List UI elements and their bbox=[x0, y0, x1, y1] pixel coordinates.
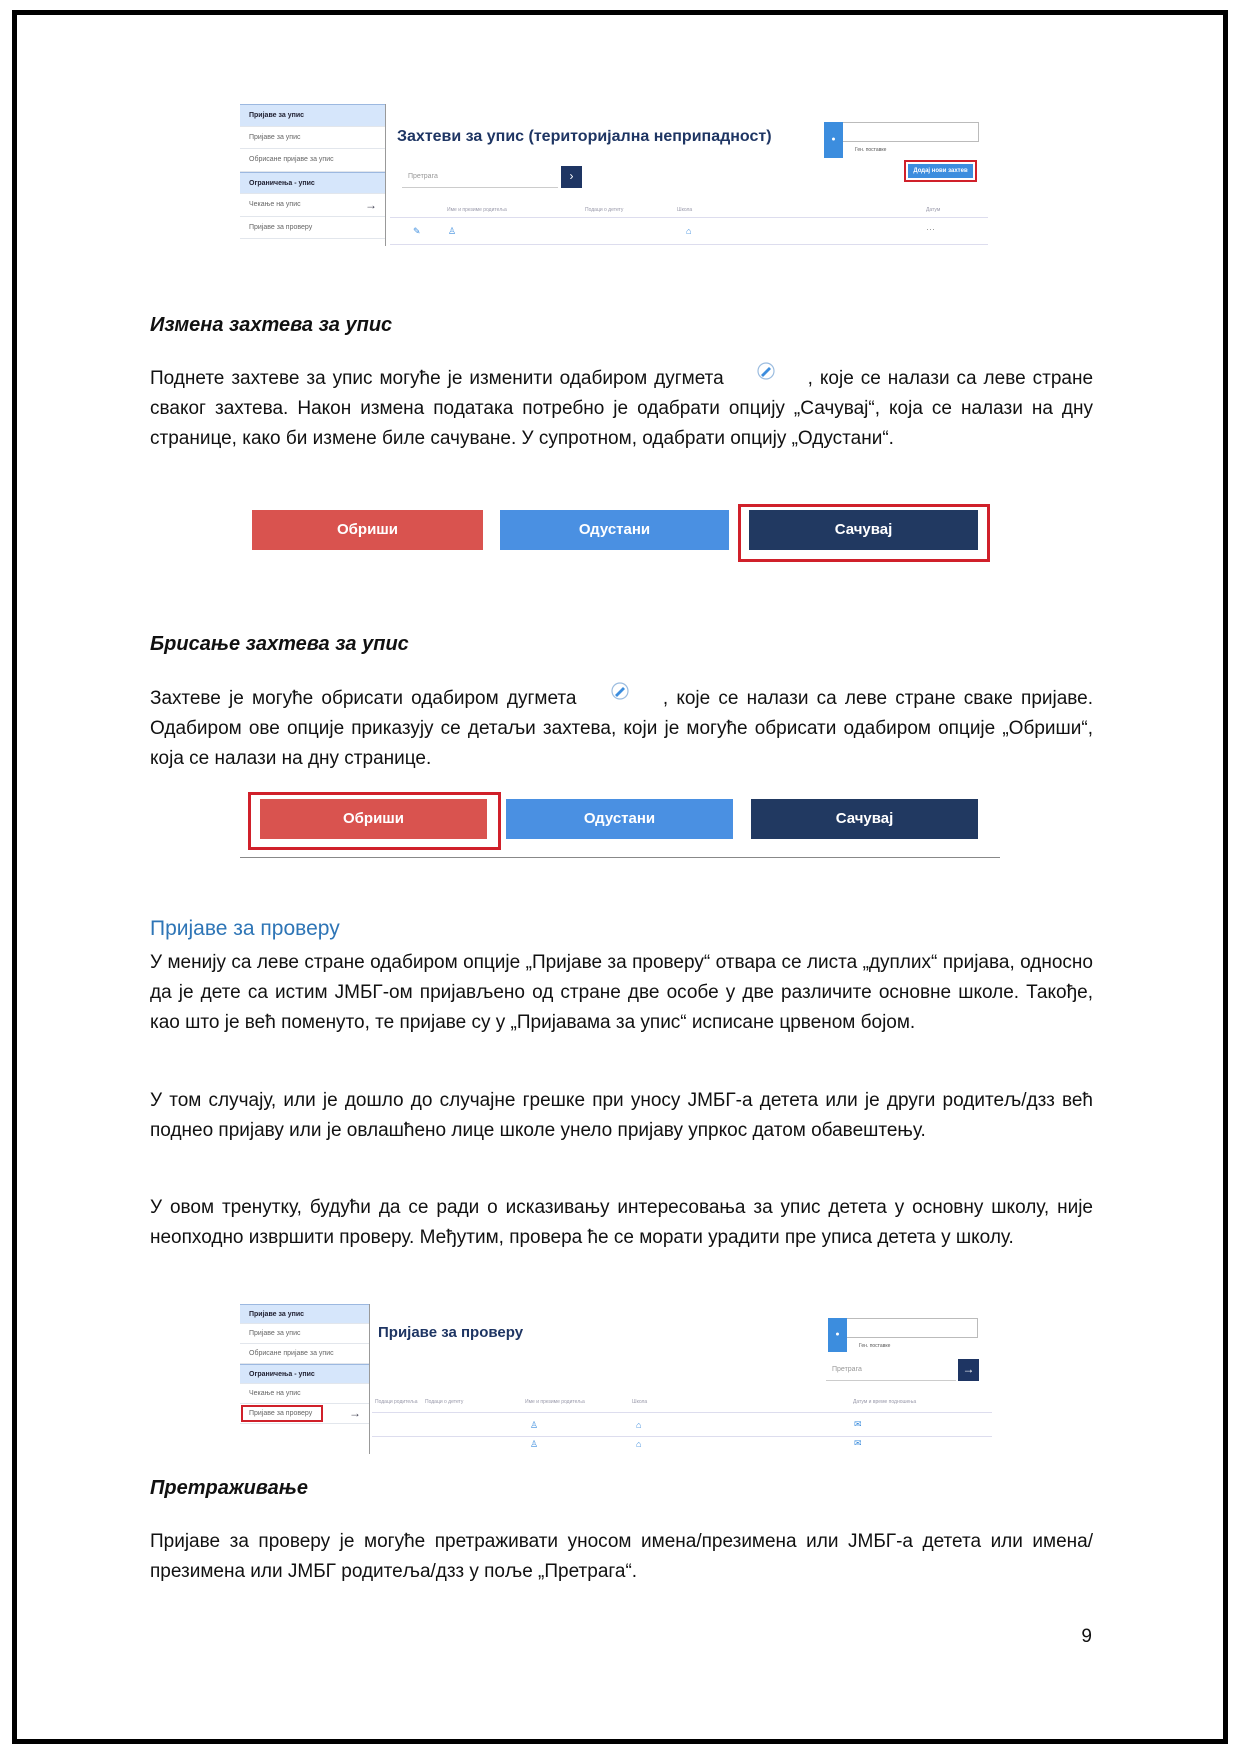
paragraph-check-1: У менију са леве стране одабиром опције „Пријаве за проверу“ отвара се листа „дуплих“ пријава, односно да је дете са истим ЈМБГ-ом пријављено од стране две особе у две различите основне школе. Такође, као што је већ поменуто, те пријаве су у „Пријавама за упис“ исписане црвеном бојом. bbox=[150, 952, 1093, 1033]
column-header: Датум и време подношења bbox=[853, 1399, 917, 1405]
highlight-box bbox=[738, 504, 990, 562]
sidebar-item-enrollment[interactable]: Пријаве за упис bbox=[240, 1324, 369, 1344]
school-icon: ⌂ bbox=[636, 1439, 642, 1449]
section-title-check: Пријаве за проверу bbox=[150, 917, 340, 940]
sidebar-menu bbox=[240, 1304, 370, 1454]
sidebar-item-label: Пријаве за проверу bbox=[249, 1410, 313, 1417]
column-header: Име и презиме родитеља bbox=[525, 1399, 585, 1405]
paragraph-text: , које се налази са леве стране сваке пријаве. Одабиром ове опције приказују се детаљи захтева, који је могуће обрисати одабиром опције „Обриши“, која се налази на дну странице. bbox=[150, 688, 1094, 769]
page-number: 9 bbox=[1081, 1626, 1092, 1647]
highlight-box bbox=[248, 792, 501, 850]
sidebar-item-deleted[interactable]: Обрисане пријаве за упис bbox=[240, 1344, 369, 1364]
pencil-icon bbox=[585, 681, 655, 705]
logout-link[interactable]: Ген. поставке bbox=[855, 147, 887, 153]
section-heading-search: Претраживање bbox=[150, 1477, 308, 1499]
add-request-button[interactable]: Додај нови захтев bbox=[908, 164, 973, 178]
screenshot-check-list bbox=[240, 1304, 1000, 1454]
paragraph-edit bbox=[150, 364, 1093, 454]
user-icon: ● bbox=[824, 122, 843, 158]
paragraph-check-3: У овом тренутку, будући да се ради о исказивању интересовања за упис детета у основну школу, није неопходно извршити проверу. Међутим, провера ће се морати урадити пре уписа детета у школу. bbox=[150, 1197, 1093, 1248]
paragraph-text: , које се налази са леве стране сваког захтева. Након измена података потребно је одабрати опцију „Сачувај“, која се налази на дну странице, како би измене биле сачуване. У супротном, одабрати опцију „Одустани“. bbox=[150, 368, 1094, 449]
sidebar-item-restrictions-head[interactable]: Ограничења - упис bbox=[240, 172, 385, 195]
user-icon: ♙ bbox=[530, 1420, 539, 1430]
user-box[interactable] bbox=[824, 122, 979, 153]
user-icon: ● bbox=[828, 1318, 847, 1352]
paragraph-text: Захтеве је могуће обрисати одабиром дугмета bbox=[150, 688, 577, 709]
sidebar-item-waiting[interactable] bbox=[240, 194, 385, 217]
user-box[interactable] bbox=[828, 1318, 978, 1349]
search-input[interactable]: Претрага bbox=[826, 1359, 956, 1381]
paragraph-text: Поднете захтеве за упис могуће је изменити одабиром дугмета bbox=[150, 368, 724, 389]
section-heading-delete: Брисање захтева за упис bbox=[150, 633, 409, 655]
table-divider bbox=[390, 217, 988, 218]
section-heading-edit: Измена захтева за упис bbox=[150, 314, 393, 336]
sidebar-item-label: Чекање на упис bbox=[249, 201, 301, 208]
search-button[interactable] bbox=[561, 166, 582, 188]
pencil-icon bbox=[731, 361, 801, 385]
column-header: Подаци о детету bbox=[425, 1399, 464, 1405]
table-divider bbox=[372, 1412, 992, 1413]
divider-line bbox=[240, 857, 1000, 858]
search-input[interactable]: Претрага bbox=[402, 166, 558, 188]
table-divider bbox=[390, 244, 988, 245]
mail-icon[interactable]: ✉ bbox=[854, 1419, 862, 1429]
logout-link[interactable]: Ген. поставке bbox=[859, 1343, 891, 1349]
user-icon: ♙ bbox=[448, 226, 457, 236]
paragraph-check-2: У том случају, или је дошло до случајне грешке при уносу ЈМБГ-а детета или је други родитељ/дзз већ поднео пријаву или је овлашћено лице школе унело пријаву упркос датом обавештењу. bbox=[150, 1090, 1093, 1141]
school-icon: ⌂ bbox=[636, 1420, 642, 1430]
delete-button[interactable]: Обриши bbox=[260, 799, 487, 839]
page-title: Пријаве за проверу bbox=[378, 1324, 524, 1341]
cancel-button[interactable]: Одустани bbox=[500, 510, 729, 550]
paragraph-delete bbox=[150, 684, 1093, 774]
user-icon: ♙ bbox=[530, 1439, 539, 1449]
column-header: Датум bbox=[926, 207, 941, 213]
column-header: Подаци о детету bbox=[585, 207, 624, 213]
save-button[interactable]: Сачувај bbox=[749, 510, 978, 550]
sidebar-menu bbox=[240, 104, 386, 246]
sidebar-item-waiting[interactable]: Чекање на упис bbox=[240, 1384, 369, 1404]
pencil-icon[interactable]: ✎ bbox=[413, 226, 421, 236]
sidebar-item-check[interactable]: Пријаве за проверу bbox=[240, 217, 385, 240]
delete-button[interactable]: Обриши bbox=[252, 510, 483, 550]
column-header: Школа bbox=[677, 207, 693, 213]
column-header: Школа bbox=[632, 1399, 648, 1405]
arrow-right-icon: → bbox=[365, 198, 377, 212]
sidebar-item-deleted[interactable]: Обрисане пријаве за упис bbox=[240, 149, 385, 172]
mail-icon[interactable]: ✉ bbox=[854, 1438, 862, 1448]
sidebar-item-restrictions-head[interactable]: Ограничења - упис bbox=[240, 1364, 369, 1384]
arrow-right-icon: › bbox=[569, 169, 574, 183]
screenshot-territorial-requests bbox=[240, 104, 1000, 246]
sidebar-item-enrollment-head[interactable]: Пријаве за упис bbox=[240, 104, 385, 127]
school-icon: ⌂ bbox=[686, 226, 692, 236]
paragraph-search: Пријаве за проверу је могуће претраживати уносом имена/презимена или ЈМБГ-а детета или имена/презимена или ЈМБГ родитеља/дзз у поље „Претрага“. bbox=[150, 1531, 1093, 1582]
table-divider bbox=[372, 1436, 992, 1437]
more-icon[interactable]: ⋯ bbox=[926, 224, 935, 234]
column-header: Име и презиме родитеља bbox=[447, 207, 507, 213]
page-title: Захтеви за упис (територијална неприпадност) bbox=[397, 128, 772, 145]
sidebar-item-enrollment-head[interactable]: Пријаве за упис bbox=[240, 1304, 369, 1324]
arrow-right-icon: → bbox=[962, 1362, 975, 1376]
save-button[interactable]: Сачувај bbox=[751, 799, 978, 839]
cancel-button[interactable]: Одустани bbox=[506, 799, 733, 839]
search-button[interactable] bbox=[958, 1359, 979, 1381]
arrow-right-icon: → bbox=[349, 1406, 361, 1420]
column-header: Подаци родитеља bbox=[375, 1399, 418, 1405]
sidebar-item-enrollment[interactable]: Пријаве за упис bbox=[240, 127, 385, 150]
highlight-box bbox=[241, 1405, 323, 1422]
